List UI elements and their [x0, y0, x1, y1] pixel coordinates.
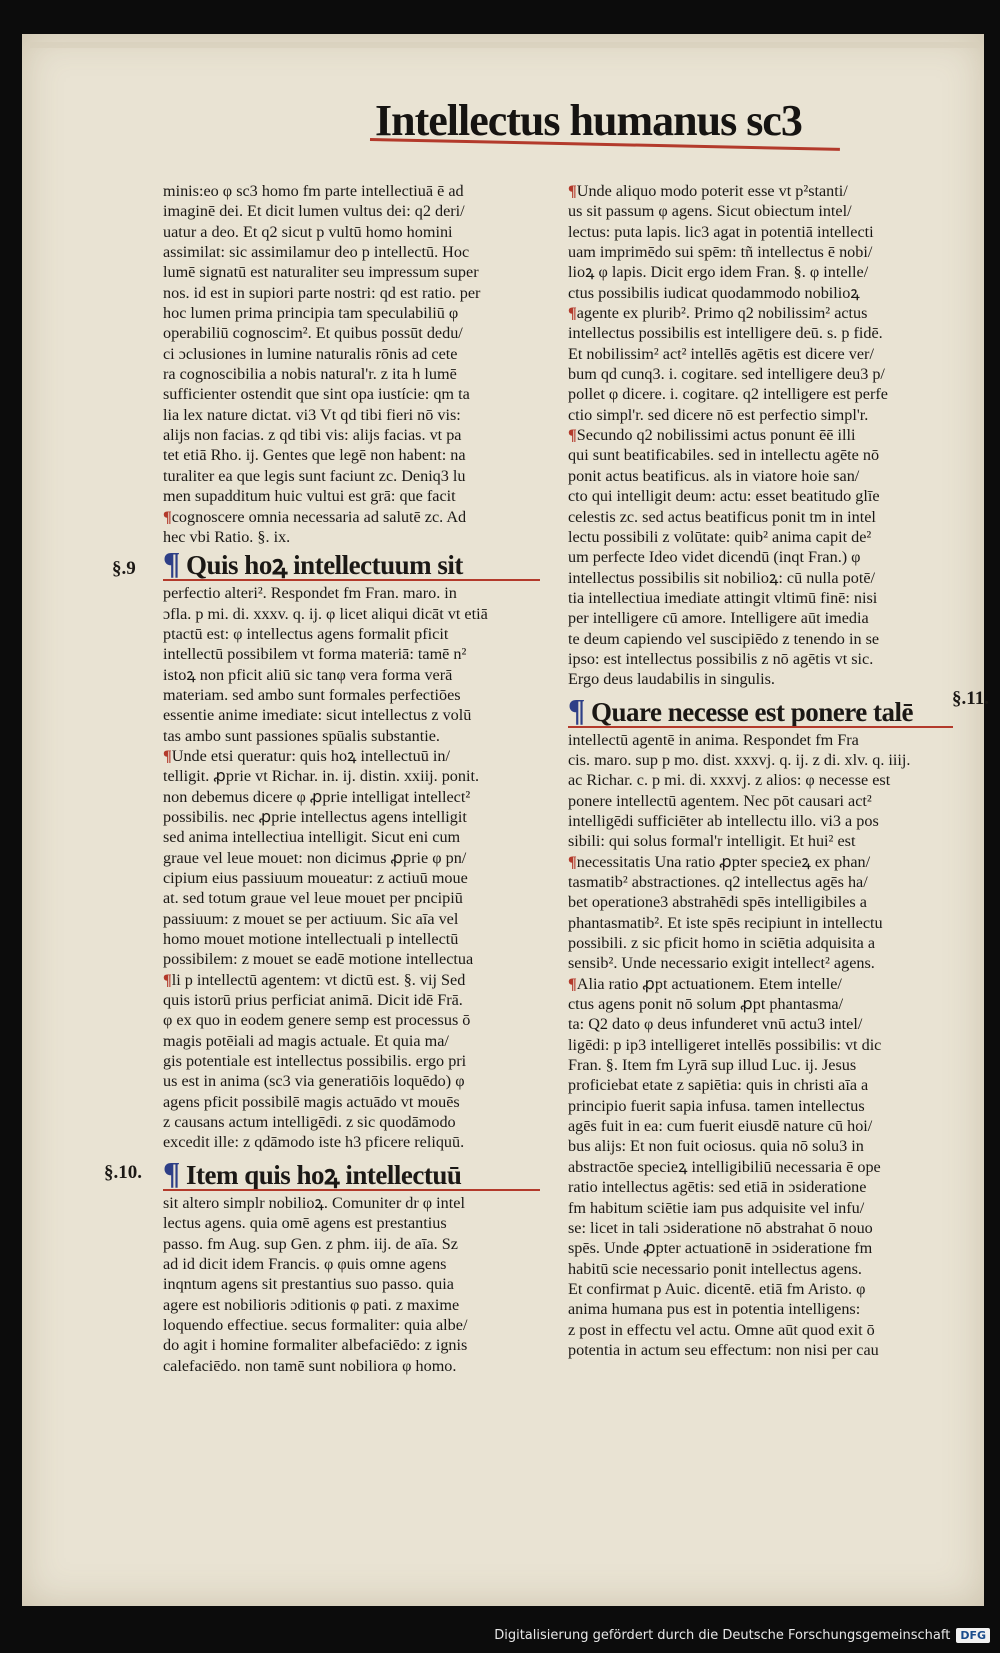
section-heading-10: [163, 1157, 540, 1191]
line-text: ctus possibilis iudicat quodammodo nobilioꝝ: [568, 283, 860, 302]
line-text: intellectū agentē in anima. Respondet fm Fra: [568, 730, 859, 749]
line-text: assimilat: sic assimilamur deo p intellectū. Hoc: [163, 243, 470, 262]
line-text: qui sunt beatificabiles. sed in intellectu agēte nō: [568, 446, 880, 465]
rubric-mark-icon: ¶: [568, 426, 577, 445]
line-text: sufficienter ostendit que sint opa iustície: qm ta: [163, 385, 470, 404]
text-line: [568, 222, 953, 242]
text-line: [163, 1010, 540, 1030]
line-text: ci ɔclusiones in lumine naturalis rōnis ad cete: [163, 344, 458, 363]
text-line: [568, 1177, 953, 1197]
left-paragraph-1: [163, 181, 540, 547]
line-text: alijs non facias. z qd tibi vis: alijs facias. vt pa: [163, 426, 462, 445]
line-text: sit altero simplr nobilioꝝ. Comuniter dr φ intel: [163, 1193, 465, 1212]
text-line: [163, 1071, 540, 1091]
line-text: uam imprimēdo sui spēm: tñ intellectus ē nobi/: [568, 243, 873, 262]
line-text: intellectū possibilem vt forma materiā: tamē n²: [163, 645, 467, 664]
text-line: [568, 892, 953, 912]
text-line: [568, 1320, 953, 1340]
section-heading-9: [163, 547, 540, 581]
line-text: intellectus possibilis sit nobilioꝝ: cū nulla potē/: [568, 568, 876, 587]
text-line: [568, 1075, 953, 1095]
text-line: [163, 262, 540, 282]
line-text: inqntum agens sit prestantius suo passo. quia: [163, 1275, 454, 1294]
text-line: [568, 425, 953, 445]
line-text: possibili. z sic pficit homo in sciētia adquisita a: [568, 934, 876, 953]
text-line: [568, 1116, 953, 1136]
line-text: necessitatis Una ratio ꝓpter specieꝝ ex phan/: [576, 852, 871, 871]
heading-text: Item quis hoꝝ intellectuū: [186, 1159, 462, 1190]
section-marker-11: §.11.: [952, 688, 989, 709]
text-line: [163, 909, 540, 929]
text-line: [163, 868, 540, 888]
text-line: [163, 644, 540, 664]
heading-text: Quare necesse est ponere talē: [591, 696, 913, 727]
text-line: [568, 283, 953, 303]
text-line: [163, 323, 540, 343]
line-text: telligit. ꝓprie vt Richar. in. ij. distin. xxiij. ponit.: [163, 767, 480, 786]
line-text: quis istorū prius perficiat animā. Dicit idē Frā.: [163, 991, 463, 1010]
text-line: [163, 1031, 540, 1051]
text-line: [568, 1340, 953, 1360]
text-line: [568, 872, 953, 892]
text-line: [163, 384, 540, 404]
line-text: homo mouet motione intellectuali p intellectū: [163, 930, 459, 949]
line-text: sensib². Unde necessario exigit intellect² agens.: [568, 954, 875, 973]
rubric-mark-icon: ¶: [568, 852, 577, 871]
page-edge: [30, 42, 980, 48]
line-text: hec vbi Ratio. §. ix.: [163, 527, 291, 546]
line-text: te deum capiendo vel suscipiēdo z tenendo in se: [568, 629, 880, 648]
text-line: [568, 507, 953, 527]
right-column: [568, 181, 953, 1360]
line-text: ratio intellectus agētis: sed etiā in ɔsideratione: [568, 1178, 867, 1197]
text-line: [568, 486, 953, 506]
text-line: [568, 344, 953, 364]
text-line: [163, 1254, 540, 1274]
text-line: [568, 384, 953, 404]
text-line: [163, 726, 540, 746]
running-head: Intellectus humanus sc3: [375, 96, 802, 145]
line-text: materiam. sed ambo sunt formales perfectiōes: [163, 685, 461, 704]
text-line: [568, 1014, 953, 1034]
left-column: [163, 181, 540, 1376]
line-text: hoc lumen prima principia tam speculabiliū φ: [163, 304, 459, 323]
line-text: intellectus possibilis est intelligere deū. s. p fidē.: [568, 324, 883, 343]
line-text: operabiliū cognoscim². Et quibus possūt dedu/: [163, 324, 463, 343]
line-text: z post in effectu vel actu. Omne aūt quod exit ō: [568, 1320, 875, 1339]
line-text: ponit actus beatificus. als in viatore hoie san/: [568, 466, 860, 485]
line-text: potentia in actum seu effectum: non nisi per cau: [568, 1340, 879, 1359]
text-line: [568, 1198, 953, 1218]
text-line: [163, 746, 540, 766]
text-line: [568, 262, 953, 282]
line-text: ipso: est intellectus possibilis z nō agētis vt sic.: [568, 649, 874, 668]
text-line: [163, 970, 540, 990]
text-line: [568, 201, 953, 221]
text-line: [568, 933, 953, 953]
section-marker-10: §.10.: [104, 1162, 142, 1183]
text-line: [568, 811, 953, 831]
text-line: [163, 1295, 540, 1315]
line-text: lectus agens. quia omē agens est prestantius: [163, 1214, 447, 1233]
line-text: calefaciēdo. non tamē sunt nobiliora φ homo.: [163, 1356, 457, 1375]
text-line: [163, 705, 540, 725]
paragraph-mark-icon: ¶: [163, 547, 180, 582]
line-text: us est in anima (sc3 via generatiōis loquēdo) φ: [163, 1072, 465, 1091]
line-text: ta: Q2 dato φ deus infunderet vnū actu3 intel/: [568, 1015, 863, 1034]
line-text: nos. id est in supiori parte nostri: qd est ratio. per: [163, 283, 481, 302]
line-text: ptactū est: φ intellectus agens formalit pficit: [163, 624, 449, 643]
text-line: [163, 364, 540, 384]
line-text: tet etiā Rho. ij. Gentes que legē non habent: na: [163, 446, 466, 465]
line-text: uatur a deo. Et q2 sicut p vultū homo homini: [163, 222, 453, 241]
line-text: tas ambo sunt passiones spūalis substantie.: [163, 726, 440, 745]
line-text: se: licet in tali ɔsideratione nō abstrahat ō nouo: [568, 1218, 873, 1237]
line-text: do agit i homine formaliter albefaciēdo: z ignis: [163, 1336, 468, 1355]
line-text: loquendo effectiue. secus formaliter: quia albe/: [163, 1315, 468, 1334]
text-line: [163, 527, 540, 547]
line-text: fm habitum sciētie iam pus adquisite vel infu/: [568, 1198, 865, 1217]
line-text: ponere intellectū agentem. Nec pōt causari act²: [568, 791, 872, 810]
line-text: bus alijs: Et non fuit ociosus. quia nō solu3 in: [568, 1137, 864, 1156]
line-text: imaginē dei. Et dicit lumen vultus dei: q2 deri/: [163, 202, 465, 221]
text-line: [163, 1315, 540, 1335]
text-line: [568, 1259, 953, 1279]
text-line: [568, 750, 953, 770]
text-line: [568, 913, 953, 933]
left-paragraph-3: [163, 1193, 540, 1376]
line-text: at. sed totum graue vel leue mouet per pncipiū: [163, 889, 463, 908]
line-text: essentie anime imediate: sicut intellectus z volū: [163, 706, 472, 725]
line-text: agēs fuit in ea: cum fuerit eiusdē nature cū hoi/: [568, 1117, 873, 1136]
text-line: [163, 929, 540, 949]
line-text: um perfecte Ideo videt dicendū (inqt Fran.) φ: [568, 548, 861, 567]
text-line: [163, 242, 540, 262]
text-line: [568, 974, 953, 994]
line-text: passiuum: z mouet se per actiuum. Sic aīa vel: [163, 909, 459, 928]
rubric-mark-icon: ¶: [163, 507, 172, 526]
text-line: [163, 583, 540, 603]
digitization-credit: [494, 1625, 990, 1645]
line-text: celestis zc. sed actus beatificus ponit tm in intel: [568, 507, 876, 526]
text-line: [568, 445, 953, 465]
text-line: [568, 831, 953, 851]
text-line: [568, 770, 953, 790]
line-text: Et confirmat p Auic. dicentē. etiā fm Aristo. φ: [568, 1279, 866, 1298]
line-text: phantasmatib². Et iste spēs recipiunt in intellectu: [568, 913, 883, 932]
line-text: agens pficit possibilē magis actuādo vt mouēs: [163, 1092, 460, 1111]
line-text: ctio simpl'r. sed dicere nō est perfectio simpl'r.: [568, 405, 869, 424]
line-text: lectus: puta lapis. lic3 agat in potentiā intellecti: [568, 222, 874, 241]
line-text: possibilem: z mouet se eadē motione intellectua: [163, 950, 474, 969]
text-line: [568, 1157, 953, 1177]
text-line: [568, 1238, 953, 1258]
line-text: lumē signatū est naturaliter seu impressum super: [163, 263, 479, 282]
text-line: [163, 425, 540, 445]
line-text: passo. fm Aug. sup Gen. z phm. iij. de aīa. Sz: [163, 1234, 458, 1253]
text-line: [568, 1279, 953, 1299]
text-line: [568, 303, 953, 323]
rubric-mark-icon: ¶: [163, 970, 172, 989]
text-line: [163, 665, 540, 685]
text-line: [163, 807, 540, 827]
rubric-mark-icon: ¶: [568, 974, 577, 993]
text-line: [568, 323, 953, 343]
line-text: graue vel leue mouet: non dicimus ꝓprie φ pn/: [163, 848, 467, 867]
text-line: [568, 568, 953, 588]
text-line: [568, 588, 953, 608]
line-text: gis potentiale est intellectus possibilis. ergo pri: [163, 1052, 467, 1071]
text-line: [163, 466, 540, 486]
line-text: abstractōe specieꝝ intelligibiliū necessaria ē ope: [568, 1157, 881, 1176]
text-line: [163, 181, 540, 201]
text-line: [568, 364, 953, 384]
text-line: [163, 604, 540, 624]
line-text: intelligēdi sufficiēter ab intellectu illo. vi3 a pos: [568, 811, 879, 830]
line-text: bum qd cunq3. i. cogitare. sed intelligere deu3 p/: [568, 365, 885, 384]
line-text: li p intellectū agentem: vt dictū est. §. vij Sed: [171, 970, 466, 989]
line-text: men supadditum huic vultui est grā: que facit: [163, 487, 456, 506]
text-line: [163, 1356, 540, 1376]
text-line: [568, 181, 953, 201]
text-line: [568, 242, 953, 262]
line-text: turaliter ea que legis sunt faciunt zc. Deniq3 lu: [163, 466, 466, 485]
text-line: [568, 1136, 953, 1156]
line-text: Et nobilissim² act² intellēs agētis est dicere ver/: [568, 344, 874, 363]
line-text: φ ex quo in eodem genere semp est processus ō: [163, 1011, 471, 1030]
text-line: [568, 527, 953, 547]
line-text: proficiebat etate z sapiētia: quis in christi aīa a: [568, 1076, 869, 1095]
rubric-mark-icon: ¶: [568, 304, 577, 323]
text-line: [163, 766, 540, 786]
line-text: anima humana pus est in potentia intelligens:: [568, 1300, 861, 1319]
line-text: cognoscere omnia necessaria ad salutē zc. Ad: [171, 507, 467, 526]
line-text: tasmatib² abstractiones. q2 intellectus agēs ha/: [568, 873, 868, 891]
paragraph-mark-icon: ¶: [568, 693, 585, 728]
left-paragraph-2: [163, 583, 540, 1153]
line-text: tia intellectiua imediate attingit vltimū finē: nisi: [568, 588, 878, 607]
text-line: [163, 949, 540, 969]
text-line: [163, 1274, 540, 1294]
dfg-logo: DFG: [956, 1628, 990, 1643]
line-text: Ergo deus laudabilis in singulis.: [568, 670, 775, 689]
text-line: [163, 405, 540, 425]
line-text: agere est nobilioris ɔditionis φ pati. z maxime: [163, 1295, 460, 1314]
paragraph-mark-icon: ¶: [163, 1156, 180, 1191]
text-line: [568, 629, 953, 649]
text-line: [163, 827, 540, 847]
line-text: cto qui intelligit deum: actu: esset beatitudo glīe: [568, 487, 880, 506]
line-text: ad id dicit idem Francis. φ φuis omne agens: [163, 1254, 447, 1273]
text-line: [163, 624, 540, 644]
line-text: lectu possibili z volūtate: quib² anima capit de²: [568, 527, 872, 546]
line-text: Secundo q2 nobilissimi actus ponunt ēē illi: [576, 426, 856, 445]
line-text: excedit ille: z qdāmodo iste h3 pficere reliquū.: [163, 1133, 465, 1152]
text-line: [568, 1035, 953, 1055]
text-line: [163, 507, 540, 527]
text-line: [568, 791, 953, 811]
line-text: sibili: qui solus formal'r intelligit. Et hui² est: [568, 832, 856, 851]
section-heading-11: [568, 694, 953, 728]
line-text: pollet φ dicere. i. cogitare. q2 intelligere est perfe: [568, 385, 888, 404]
line-text: Unde aliquo modo poterit esse vt p²stanti/: [576, 182, 848, 200]
line-text: bet operatione3 abstrahēdi spēs intelligibiles a: [568, 893, 867, 912]
text-line: [163, 445, 540, 465]
text-line: [163, 787, 540, 807]
text-line: [568, 669, 953, 689]
text-line: [163, 848, 540, 868]
text-line: [568, 405, 953, 425]
line-text: per intelligere cū amore. Intelligere aūt imedia: [568, 609, 869, 628]
text-line: [163, 1132, 540, 1152]
text-line: [163, 1213, 540, 1233]
text-line: [163, 283, 540, 303]
text-line: [163, 1092, 540, 1112]
line-text: ac Richar. c. p mi. di. xxxvj. z alios: φ necesse est: [568, 771, 891, 790]
text-line: [568, 1299, 953, 1319]
right-paragraph-1: [568, 181, 953, 690]
line-text: cis. maro. sup p mo. dist. xxxvj. q. ij. z di. xlv. q. iiij.: [568, 750, 911, 769]
text-line: [163, 222, 540, 242]
line-text: possibilis. nec ꝓprie intellectus agens intelligit: [163, 807, 467, 826]
line-text: Alia ratio ꝓpt actuationem. Etem intelle/: [576, 974, 842, 993]
text-line: [163, 303, 540, 323]
line-text: ligēdi: p ip3 intelligeret intellēs possibilis: vt dic: [568, 1035, 882, 1054]
line-text: habitū scie necessario ponit intellectus agens.: [568, 1259, 862, 1278]
rubric-mark-icon: ¶: [568, 182, 577, 200]
line-text: us sit passum φ agens. Sicut obiectum intel/: [568, 202, 852, 221]
text-line: [163, 990, 540, 1010]
text-line: [568, 608, 953, 628]
text-line: [163, 1335, 540, 1355]
line-text: lioꝝ φ lapis. Dicit ergo idem Fran. §. φ intelle/: [568, 263, 869, 282]
line-text: principio fuerit sapia infusa. tamen intellectus: [568, 1096, 865, 1115]
heading-text: Quis hoꝝ intellectuum sit: [186, 550, 463, 581]
section-marker-9: §.9: [112, 558, 136, 579]
footer-text: Digitalisierung gefördert durch die Deutsche Forschungsgemeinschaft: [494, 1627, 951, 1643]
line-text: Fran. §. Item fm Lyrā sup illud Luc. ij. Jesus: [568, 1056, 857, 1075]
line-text: ra cognoscibilia a nobis natural'r. z ita h lumē: [163, 365, 457, 384]
text-line: [568, 852, 953, 872]
line-text: non debemus dicere φ ꝓprie intelligat intellect²: [163, 787, 471, 806]
text-line: [568, 547, 953, 567]
text-line: [163, 344, 540, 364]
line-text: lia lex nature dictat. vi3 Vt qd tibi fieri nō vis:: [163, 405, 461, 424]
line-text: ctus agens ponit nō solum ꝓpt phantasma/: [568, 995, 844, 1014]
line-text: agente ex plurib². Primo q2 nobilissim² actus: [576, 304, 868, 323]
text-line: [568, 953, 953, 973]
line-text: z causans actum intelligēdi. z sic quodāmodo: [163, 1113, 456, 1132]
line-text: Unde etsi queratur: quis hoꝝ intellectuū in/: [171, 746, 450, 765]
text-line: [163, 685, 540, 705]
text-line: [568, 466, 953, 486]
text-line: [163, 201, 540, 221]
text-line: [163, 1051, 540, 1071]
line-text: perfectio alteri². Respondet fm Fran. maro. in: [163, 584, 457, 603]
line-text: minis:eo φ sc3 homo fm parte intellectiuā ē ad: [163, 182, 464, 200]
text-line: [163, 888, 540, 908]
text-line: [568, 994, 953, 1014]
text-line: [568, 730, 953, 750]
line-text: magis potēiali ad magis actuale. Et quia ma/: [163, 1031, 449, 1050]
text-line: [568, 649, 953, 669]
line-text: spēs. Unde ꝓpter actuationē in ɔsideratione fm: [568, 1239, 873, 1258]
line-text: ɔfla. p mi. di. xxxv. q. ij. φ licet aliqui dicāt vt etiā: [163, 604, 488, 623]
text-line: [568, 1096, 953, 1116]
right-paragraph-2: [568, 730, 953, 1361]
line-text: istoꝝ non pficit aliū sic tanφ vera forma verā: [163, 665, 453, 684]
rubric-mark-icon: ¶: [163, 746, 172, 765]
text-line: [163, 1193, 540, 1213]
text-line: [163, 486, 540, 506]
text-line: [163, 1112, 540, 1132]
line-text: sed anima intellectiua intelligit. Sicut eni cum: [163, 828, 461, 847]
text-line: [568, 1218, 953, 1238]
line-text: cipium eius passiuum moueatur: z actiuū moue: [163, 869, 468, 887]
text-line: [163, 1234, 540, 1254]
text-line: [568, 1055, 953, 1075]
